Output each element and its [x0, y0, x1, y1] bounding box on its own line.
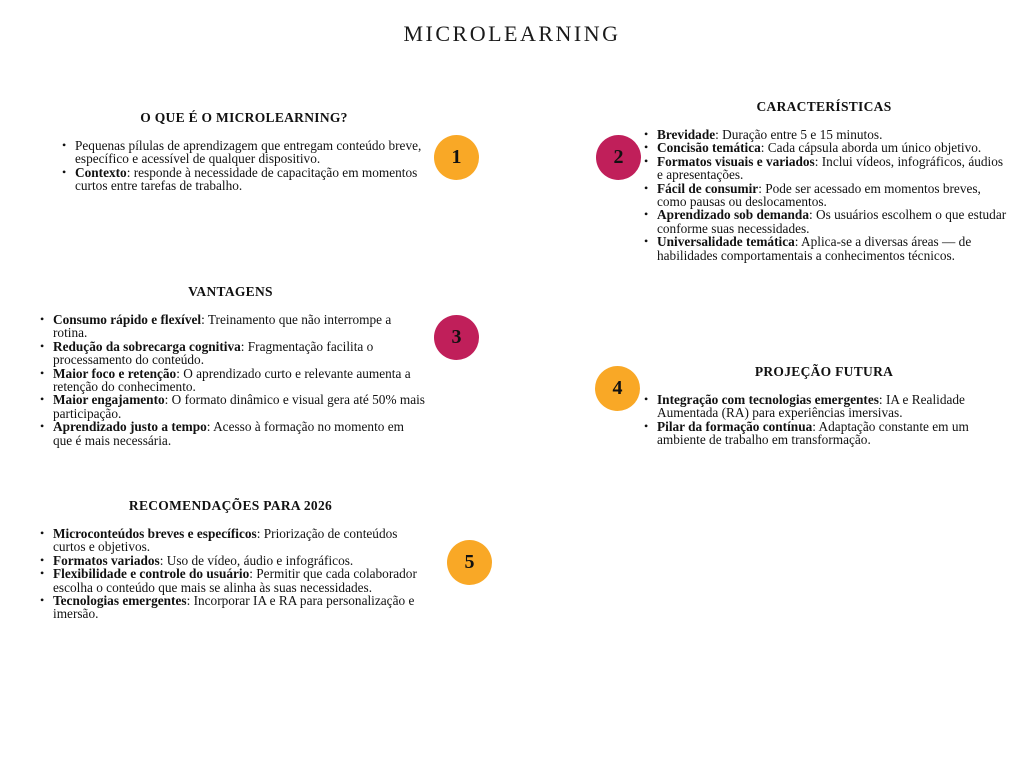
page-title: MICROLEARNING [403, 21, 621, 46]
section-caracteristicas [640, 99, 1008, 262]
bullet-list-vantagens [36, 313, 425, 447]
bullet-item: • Brevidade: Duração entre 5 e 15 minutos. [640, 128, 1008, 141]
bullet-item: • Flexibilidade e controle do usuário: Permitir que cada colaborador escolha o conteúdo que mais se alinha às suas necessidades. [36, 567, 425, 594]
bullet-list-projecao-futura [640, 393, 1008, 447]
bullet-item: • Formatos variados: Uso de vídeo, áudio e infográficos. [36, 554, 425, 567]
section-heading-caracteristicas: CARACTERÍSTICAS [756, 99, 892, 114]
step-badge-1: 1 [434, 135, 479, 180]
bullet-item: • Pilar da formação contínua: Adaptação constante em um ambiente de trabalho em transformação. [640, 420, 1008, 447]
bullet-item: • Maior foco e retenção: O aprendizado curto e relevante aumenta a retenção do conhecimento. [36, 367, 425, 394]
bullet-item: • Formatos visuais e variados: Inclui vídeos, infográficos, áudios e apresentações. [640, 155, 1008, 182]
bullet-item: • Tecnologias emergentes: Incorporar IA e RA para personalização e imersão. [36, 594, 425, 621]
section-heading-what-is: O QUE É O MICROLEARNING? [140, 110, 348, 125]
section-what-is-microlearning [58, 110, 430, 193]
bullet-item: • Microconteúdos breves e específicos: Priorização de conteúdos curtos e objetivos. [36, 527, 425, 554]
section-heading-vantagens: VANTAGENS [188, 284, 273, 299]
bullet-item: • Fácil de consumir: Pode ser acessado em momentos breves, como pausas ou deslocamentos. [640, 182, 1008, 209]
bullet-item: • Integração com tecnologias emergentes: IA e Realidade Aumentada (RA) para experiências imersivas. [640, 393, 1008, 420]
bullet-list-what-is [58, 139, 430, 193]
step-badge-5: 5 [447, 540, 492, 585]
bullet-item: • Universalidade temática: Aplica-se a diversas áreas — de habilidades comportamentais a conhecimentos técnicos. [640, 235, 1008, 262]
bullet-item: • Aprendizado sob demanda: Os usuários escolhem o que estudar conforme suas necessidades. [640, 208, 1008, 235]
bullet-item: • Maior engajamento: O formato dinâmico e visual gera até 50% mais participação. [36, 393, 425, 420]
section-projecao-futura [640, 364, 1008, 447]
bullet-list-recomendacoes-2026 [36, 527, 425, 621]
bullet-item: • Concisão temática: Cada cápsula aborda um único objetivo. [640, 141, 1008, 154]
step-badge-2: 2 [596, 135, 641, 180]
bullet-item: • Consumo rápido e flexível: Treinamento que não interrompe a rotina. [36, 313, 425, 340]
section-vantagens [36, 284, 425, 447]
section-recomendacoes-2026 [36, 498, 425, 621]
step-badge-3: 3 [434, 315, 479, 360]
bullet-item: • Redução da sobrecarga cognitiva: Fragmentação facilita o processamento do conteúdo. [36, 340, 425, 367]
bullet-item: • Aprendizado justo a tempo: Acesso à formação no momento em que é mais necessária. [36, 420, 425, 447]
bullet-item: • Pequenas pílulas de aprendizagem que entregam conteúdo breve, específico e acessível de qualquer dispositivo. [58, 139, 430, 166]
step-badge-4: 4 [595, 366, 640, 411]
section-heading-recomendacoes-2026: RECOMENDAÇÕES PARA 2026 [128, 498, 333, 513]
bullet-item: • Contexto: responde à necessidade de capacitação em momentos curtos entre tarefas de trabalho. [58, 166, 430, 193]
bullet-list-caracteristicas [640, 128, 1008, 262]
section-heading-projecao-futura: PROJEÇÃO FUTURA [754, 364, 894, 379]
